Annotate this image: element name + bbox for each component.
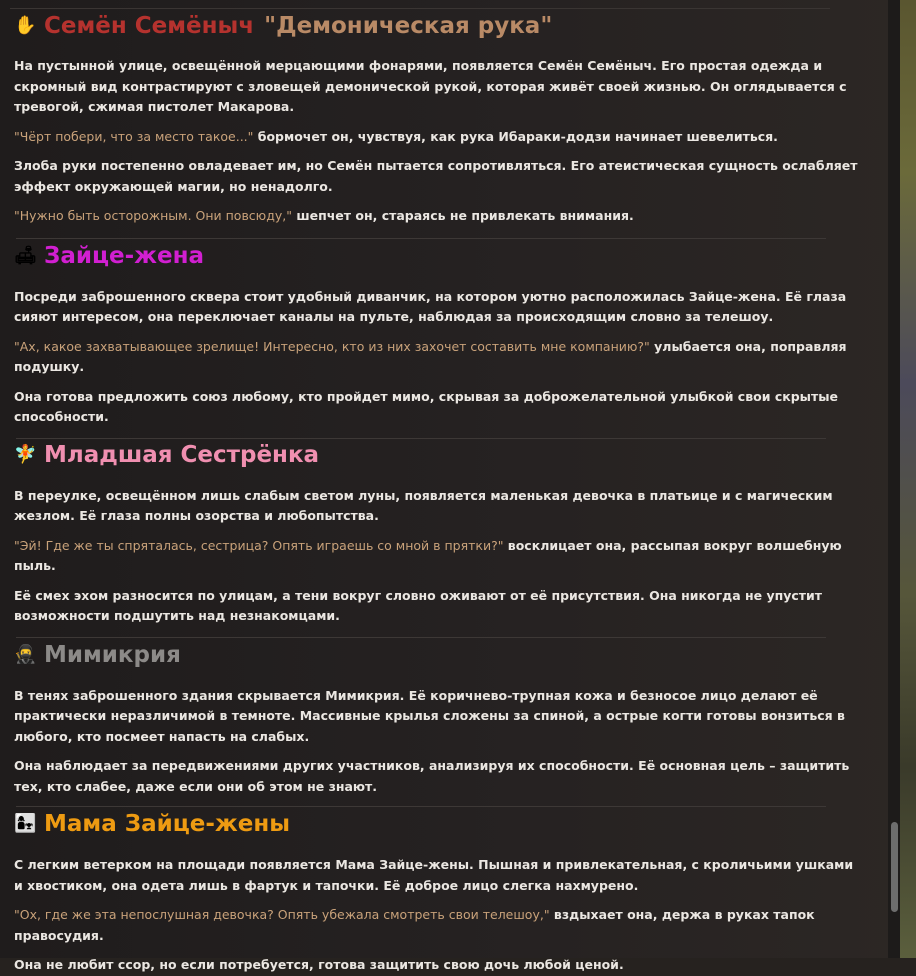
- dialogue-paragraph: [14, 337, 864, 378]
- dialogue-quote: "Нужно быть осторожным. Они повсюду,": [14, 208, 292, 223]
- mother-daughter-icon: 👩‍👧: [14, 813, 37, 834]
- narration-paragraph: Она наблюдает за передвижениями других участников, анализируя их способности. Её основная цель – защитить тех, кто слабее, даже если они об этом не знают.: [14, 758, 850, 794]
- narration-paragraph: С легким ветерком на площади появляется Мама Зайце-жены. Пышная и привлекательная, с кроличьими ушками и хвостиком, она одета лишь в фартук и тапочки. Её доброе лицо слегка нахмурено.: [14, 857, 854, 893]
- character-section-zaice-zhena: [14, 239, 864, 428]
- narration-paragraph: На пустынной улице, освещённой мерцающими фонарями, появляется Семён Семёныч. Его простая одежда и скромный вид контрастируют с зловещей демонической рукой, которая живёт своей жизнью. Он оглядывается с тревогой, сжимая пистолет Макарова.: [14, 58, 847, 114]
- narration-paragraph: В переулке, освещённом лишь слабым светом луны, появляется маленькая девочка в платьице и с магическим жезлом. Её глаза полны озорства и любопытства.: [14, 487, 833, 523]
- character-heading: [14, 809, 864, 839]
- character-name: Мама Зайце-жены: [44, 811, 291, 837]
- dialogue-paragraph: [14, 905, 864, 946]
- narration-paragraph: Её смех эхом разносится по улицам, а тени вокруг словно оживают от её присутствия. Она никогда не упустит возможности подшутить над незнакомцами.: [14, 587, 823, 623]
- dialogue-tail: шепчет он, стараясь не привлекать внимания.: [291, 208, 634, 223]
- dialogue-quote: "Ох, где же эта непослушная девочка? Опять убежала смотреть свои телешоу,": [14, 907, 550, 922]
- narration-paragraph: Она готова предложить союз любому, кто пройдет мимо, скрывая за доброжелательной улыбкой свои скрытые способности.: [14, 388, 838, 424]
- dialogue-paragraph: [14, 127, 864, 148]
- character-section-sestrenka: [14, 439, 864, 627]
- narration-paragraph: В тенях заброшенного здания скрывается Мимикрия. Её коричнево-трупная кожа и безносое лицо делают её практически неразличимой в темноте. Массивные крылья сложены за спиной, а острые когти готовы вонзиться в любого, кто посмеет напасть на слабых.: [14, 687, 845, 744]
- dialogue-tail: восклицает она, рассыпая вокруг волшебную пыль.: [14, 537, 842, 573]
- raised-hand-icon: ✋: [14, 15, 37, 36]
- character-heading: [14, 241, 864, 271]
- character-name: Младшая Сестрёнка: [44, 441, 320, 468]
- ninja-icon: 🥷: [14, 643, 37, 665]
- dialogue-paragraph: [14, 536, 864, 577]
- narration-paragraph: Она не любит ссор, но если потребуется, готова защитить свою дочь любой ценой.: [14, 957, 624, 972]
- character-section-mama: [14, 807, 864, 976]
- couch-icon: 🛋: [14, 244, 37, 266]
- character-heading: [14, 640, 864, 670]
- character-section-semen: [14, 0, 864, 227]
- dialogue-paragraph: [14, 206, 864, 227]
- dialogue-quote: "Эй! Где же ты спряталась, сестрица? Опять играешь со мной в прятки?": [14, 537, 504, 553]
- dialogue-quote: "Ах, какое захватывающее зрелище! Интересно, кто из них захочет составить мне компанию?": [14, 338, 650, 354]
- message-content: [14, 0, 864, 976]
- narration-paragraph: Посреди заброшенного сквера стоит удобный диванчик, на котором уютно расположилась Зайце-жена. Её глаза сияют интересом, она переключает каналы на пульте, наблюдая за происходящим словно за телешоу.: [14, 288, 847, 324]
- character-section-mimikriya: [14, 638, 864, 798]
- scrollbar-thumb[interactable]: [891, 822, 898, 912]
- chat-scrollbar[interactable]: [888, 0, 900, 958]
- character-name: Зайце-жена: [44, 242, 205, 269]
- dialogue-tail: улыбается она, поправляя подушку.: [14, 338, 847, 374]
- character-name: Семён Семёныч: [44, 13, 255, 39]
- dialogue-tail: вздыхает она, держа в руках тапок правосудия.: [14, 907, 815, 943]
- character-epithet: "Демоническая рука": [264, 13, 553, 39]
- character-heading: [14, 440, 864, 470]
- character-heading: [14, 10, 864, 42]
- fairy-icon: 🧚: [14, 443, 37, 465]
- character-name: Мимикрия: [44, 641, 181, 668]
- narration-paragraph: Злоба руки постепенно овладевает им, но Семён пытается сопротивляться. Его атеистическая сущность ослабляет эффект окружающей магии, но ненадолго.: [14, 158, 858, 194]
- dialogue-tail: бормочет он, чувствуя, как рука Ибараки-додзи начинает шевелиться.: [253, 128, 778, 144]
- dialogue-quote: "Чёрт побери, что за место такое...": [14, 128, 254, 144]
